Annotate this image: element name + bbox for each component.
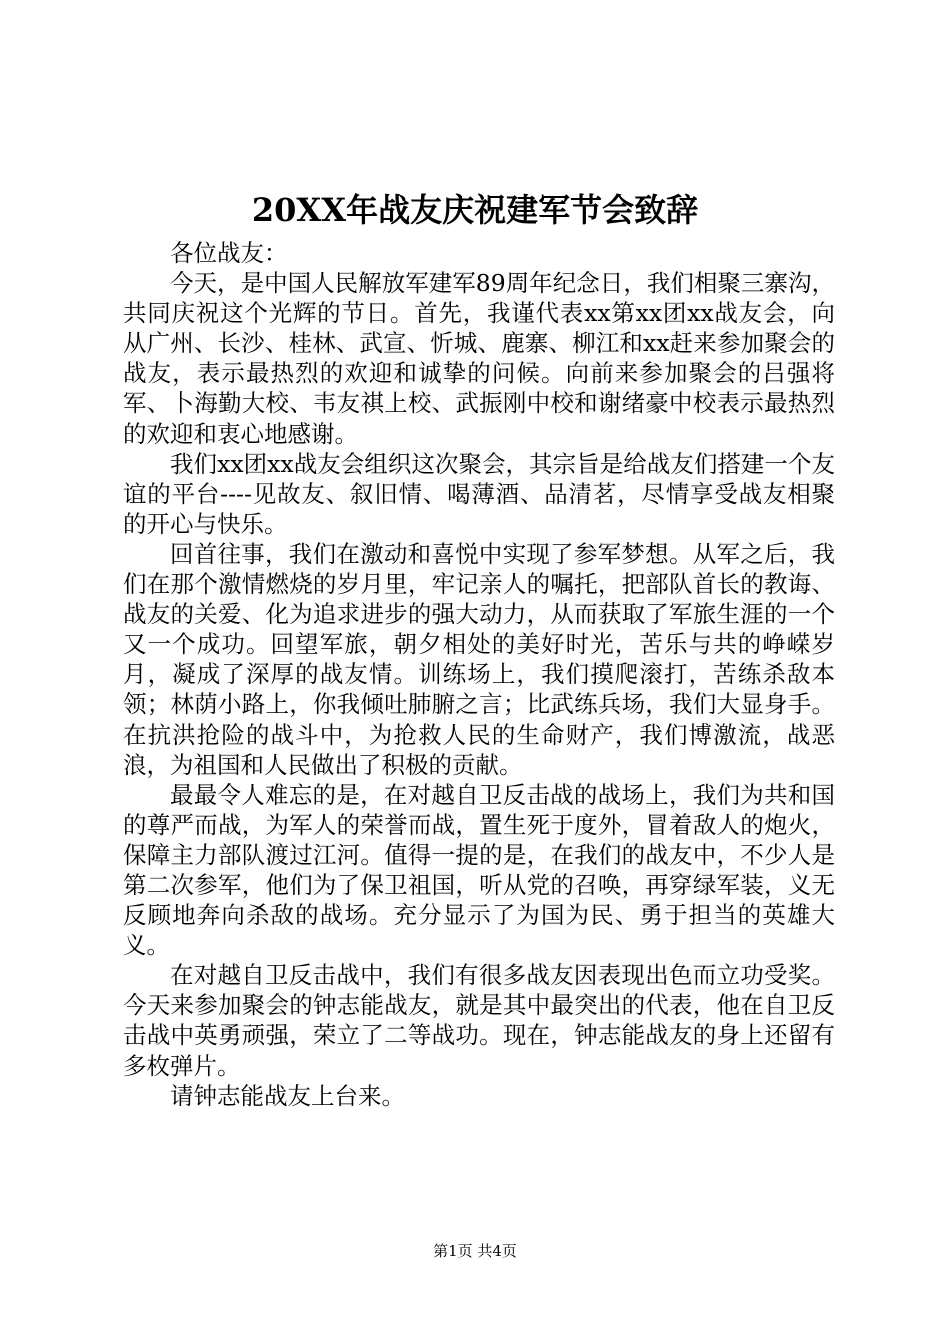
paragraph-honors: 在对越自卫反击战中，我们有很多战友因表现出色而立功受奖。今天来参加聚会的钟志能战友，就是其中最突出的代表，他在自卫反击战中英勇顽强，荣立了二等战功。现在，钟志能战友的身上还留有多枚弹片。 — [123, 961, 835, 1080]
paragraph-invitation: 请钟志能战友上台来。 — [170, 1081, 405, 1110]
salutation: 各位战友： — [170, 239, 288, 267]
document-title: 20XX年战友庆祝建军节会致辞 — [251, 191, 699, 229]
paragraph-opening: 今天，是中国人民解放军建军89周年纪念日，我们相聚三寨沟，共同庆祝这个光辉的节日。首先，我谨代表xx第xx团xx战友会，向从广州、长沙、桂林、武宣、忻城、鹿寨、柳江和xx赶来参加聚会的战友，表示最热烈的欢迎和诚挚的问候。向前来参加聚会的吕强将军、卜海勤大校、韦友祺上校、武振刚中校和谢绪豪中校表示最热烈的欢迎和衷心地感谢。 — [123, 269, 835, 448]
paragraph-memories: 回首往事，我们在激动和喜悦中实现了参军梦想。从军之后，我们在那个激情燃烧的岁月里，牢记亲人的嘱托，把部队首长的教诲、战友的关爱、化为追求进步的强大动力，从而获取了军旅生涯的一个又一个成功。回望军旅，朝夕相处的美好时光，苦乐与共的峥嵘岁月，凝成了深厚的战友情。训练场上，我们摸爬滚打，苦练杀敌本领；林荫小路上，你我倾吐肺腑之言；比武练兵场，我们大显身手。在抗洪抢险的战斗中，为抢救人民的生命财产，我们博激流，战恶浪，为祖国和人民做出了积极的贡献。 — [123, 539, 835, 779]
paragraph-battlefield: 最最令人难忘的是，在对越自卫反击战的战场上，我们为共和国的尊严而战，为军人的荣誉而战，置生死于度外，冒着敌人的炮火，保障主力部队渡过江河。值得一提的是，在我们的战友中，不少人是第二次参军，他们为了保卫祖国，听从党的召唤，再穿绿军装，义无反顾地奔向杀敌的战场。充分显示了为国为民、勇于担当的英雄大义。 — [123, 780, 835, 960]
document-body — [123, 238, 835, 1111]
paragraph-purpose: 我们xx团xx战友会组织这次聚会，其宗旨是给战友们搭建一个友谊的平台----见故友、叙旧情、喝薄酒、品清茗，尽情享受战友相聚的开心与快乐。 — [123, 449, 835, 538]
page-number: 第1页 共4页 — [433, 1242, 517, 1260]
